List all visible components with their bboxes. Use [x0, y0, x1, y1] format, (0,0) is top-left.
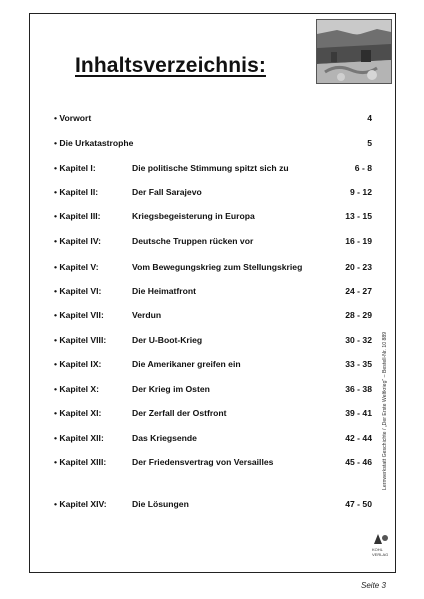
toc-title: Der Zerfall der Ostfront [132, 408, 227, 418]
toc-row [54, 236, 372, 250]
toc-pages: 36 - 38 [345, 384, 372, 394]
toc-label: • Kapitel VI: [54, 286, 102, 296]
toc-title: Die Lösungen [132, 499, 189, 509]
publisher-logo-text: KOHL VERLAG [372, 547, 389, 557]
toc-pages: 20 - 23 [345, 262, 372, 272]
toc-label: • Kapitel XIV: [54, 499, 107, 509]
toc-label: • Kapitel XIII: [54, 457, 107, 467]
toc-row [54, 335, 372, 349]
toc-pages: 4 [367, 113, 372, 123]
toc-label: • Kapitel XI: [54, 408, 102, 418]
toc-title: Deutsche Truppen rücken vor [132, 236, 254, 246]
toc-label: • Kapitel I: [54, 163, 96, 173]
toc-pages: 39 - 41 [345, 408, 372, 418]
toc-label: • Die Urkatastrophe [54, 138, 134, 148]
toc-pages: 45 - 46 [345, 457, 372, 467]
toc-label: • Kapitel VII: [54, 310, 104, 320]
toc-title: Die Heimatfront [132, 286, 196, 296]
toc-title: Der Fall Sarajevo [132, 187, 202, 197]
toc-label: • Vorwort [54, 113, 92, 123]
toc-row [54, 286, 372, 300]
toc-row [54, 113, 372, 127]
toc-label: • Kapitel IX: [54, 359, 102, 369]
toc-title: Verdun [132, 310, 162, 320]
toc-row [54, 262, 372, 276]
toc-pages: 30 - 32 [345, 335, 372, 345]
publisher-logo [372, 532, 390, 566]
toc-row [54, 433, 372, 447]
toc-row [54, 499, 372, 513]
toc-label: • Kapitel III: [54, 211, 101, 221]
toc-row [54, 359, 372, 373]
toc-pages: 24 - 27 [345, 286, 372, 296]
toc-title: Das Kriegsende [132, 433, 197, 443]
toc-title: Kriegsbegeisterung in Europa [132, 211, 255, 221]
toc-title: Die politische Stimmung spitzt sich zu [132, 163, 289, 173]
toc-label: • Kapitel XII: [54, 433, 104, 443]
toc-row [54, 163, 372, 177]
toc-row [54, 211, 372, 225]
toc-title: Der U-Boot-Krieg [132, 335, 203, 345]
toc-pages: 42 - 44 [345, 433, 372, 443]
toc-label: • Kapitel II: [54, 187, 99, 197]
toc-title: Der Friedensvertrag von Versailles [132, 457, 274, 467]
toc-pages: 16 - 19 [345, 236, 372, 246]
toc-label: • Kapitel X: [54, 384, 100, 394]
toc-row [54, 187, 372, 201]
toc-pages: 33 - 35 [345, 359, 372, 369]
toc-row [54, 457, 372, 471]
toc-row [54, 310, 372, 324]
toc-row [54, 384, 372, 398]
page-title: Inhaltsverzeichnis: [75, 54, 266, 77]
toc-pages: 9 - 12 [350, 187, 372, 197]
toc-pages: 47 - 50 [345, 499, 372, 509]
page-number: Seite 3 [361, 581, 386, 590]
toc-pages: 13 - 15 [345, 211, 372, 221]
toc-label: • Kapitel V: [54, 262, 99, 272]
toc-pages: 5 [367, 138, 372, 148]
toc-row [54, 408, 372, 422]
toc-title: Vom Bewegungskrieg zum Stellungskrieg [132, 262, 303, 272]
toc-label: • Kapitel IV: [54, 236, 101, 246]
toc-title: Der Krieg im Osten [132, 384, 210, 394]
toc-pages: 6 - 8 [354, 163, 372, 173]
toc-pages: 28 - 29 [345, 310, 372, 320]
toc-label: • Kapitel VIII: [54, 335, 107, 345]
toc-row [54, 138, 372, 152]
toc-title: Die Amerikaner greifen ein [132, 359, 241, 369]
publisher-logo-icon [372, 532, 390, 546]
